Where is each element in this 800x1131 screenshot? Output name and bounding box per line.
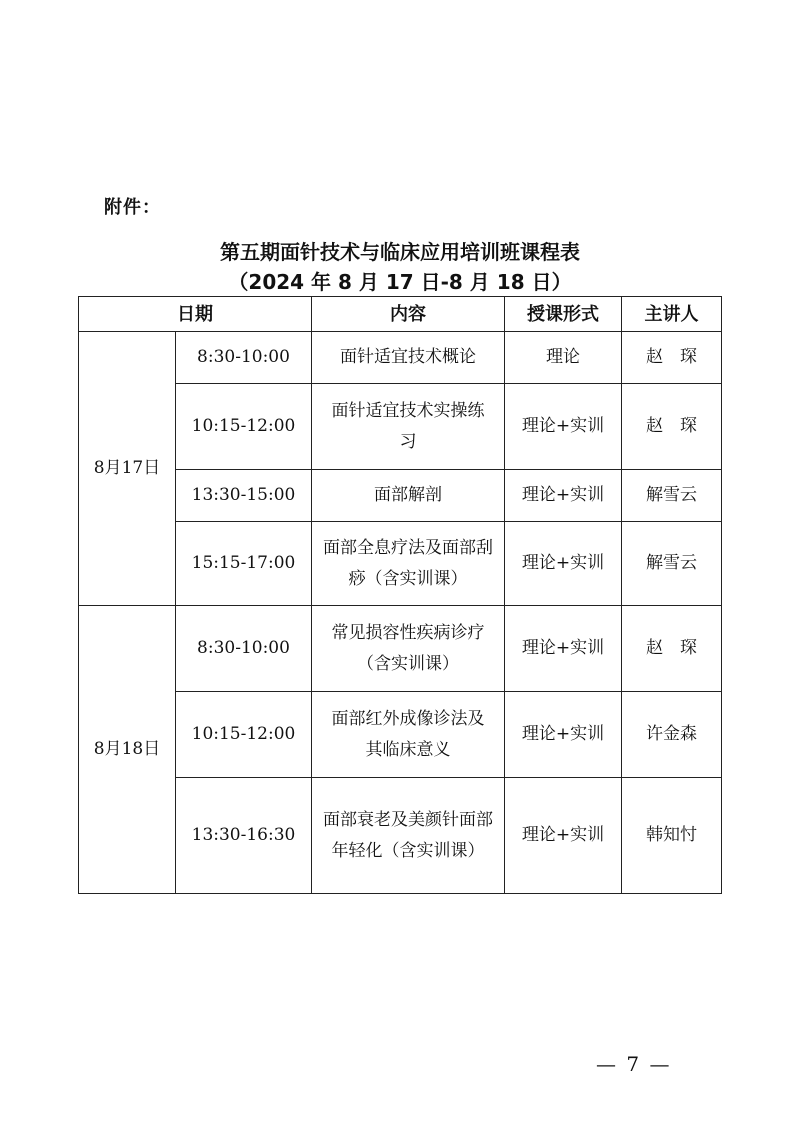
format-cell: 理论+实训 bbox=[505, 606, 622, 692]
content-cell: 面部衰老及美颜针面部年轻化（含实训课） bbox=[312, 778, 505, 894]
page-number: — 7 — bbox=[596, 1052, 672, 1076]
header-date: 日期 bbox=[79, 297, 312, 332]
lecturer-cell: 韩知忖 bbox=[622, 778, 722, 894]
table-row bbox=[79, 384, 722, 470]
time-cell: 13:30-16:30 bbox=[176, 778, 312, 894]
table-row bbox=[79, 332, 722, 384]
format-cell: 理论+实训 bbox=[505, 778, 622, 894]
lecturer-cell: 赵 琛 bbox=[622, 332, 722, 384]
lecturer-cell: 赵 琛 bbox=[622, 606, 722, 692]
content-cell: 面部红外成像诊法及其临床意义 bbox=[312, 692, 505, 778]
format-cell: 理论+实训 bbox=[505, 692, 622, 778]
format-cell: 理论+实训 bbox=[505, 384, 622, 470]
lecturer-cell: 许金森 bbox=[622, 692, 722, 778]
header-format: 授课形式 bbox=[505, 297, 622, 332]
header-content: 内容 bbox=[312, 297, 505, 332]
format-cell: 理论+实训 bbox=[505, 470, 622, 522]
format-cell: 理论 bbox=[505, 332, 622, 384]
time-cell: 13:30-15:00 bbox=[176, 470, 312, 522]
table-row bbox=[79, 692, 722, 778]
time-cell: 8:30-10:00 bbox=[176, 606, 312, 692]
lecturer-cell: 解雪云 bbox=[622, 522, 722, 606]
day-date-cell: 8月17日 bbox=[79, 332, 176, 606]
course-schedule-table bbox=[78, 296, 722, 894]
time-cell: 10:15-12:00 bbox=[176, 384, 312, 470]
day-date-cell: 8月18日 bbox=[79, 606, 176, 894]
table-row bbox=[79, 522, 722, 606]
table-row bbox=[79, 606, 722, 692]
time-cell: 10:15-12:00 bbox=[176, 692, 312, 778]
time-cell: 15:15-17:00 bbox=[176, 522, 312, 606]
content-cell: 面部全息疗法及面部刮痧（含实训课） bbox=[312, 522, 505, 606]
content-cell: 面针适宜技术实操练习 bbox=[312, 384, 505, 470]
format-cell: 理论+实训 bbox=[505, 522, 622, 606]
table-row bbox=[79, 470, 722, 522]
content-cell: 面针适宜技术概论 bbox=[312, 332, 505, 384]
header-lecturer: 主讲人 bbox=[622, 297, 722, 332]
attachment-label: 附件： bbox=[104, 197, 161, 218]
document-subtitle: （2024 年 8 月 17 日-8 月 18 日） bbox=[228, 270, 572, 294]
lecturer-cell: 解雪云 bbox=[622, 470, 722, 522]
content-cell: 面部解剖 bbox=[312, 470, 505, 522]
time-cell: 8:30-10:00 bbox=[176, 332, 312, 384]
table-row bbox=[79, 778, 722, 894]
content-cell: 常见损容性疾病诊疗（含实训课） bbox=[312, 606, 505, 692]
lecturer-cell: 赵 琛 bbox=[622, 384, 722, 470]
table-header-row bbox=[79, 297, 722, 332]
document-title: 第五期面针技术与临床应用培训班课程表 bbox=[220, 240, 580, 264]
